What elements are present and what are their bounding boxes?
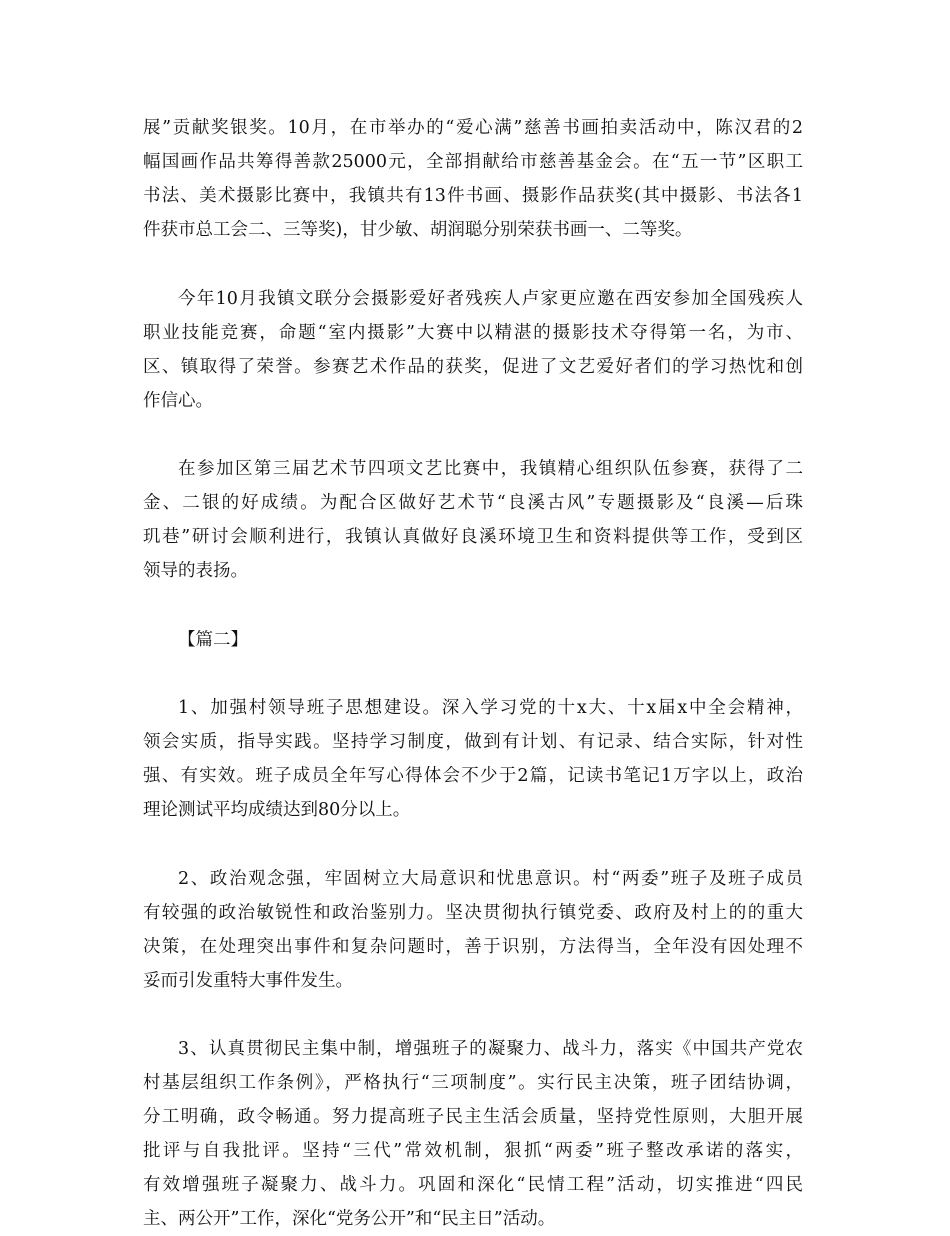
text-line: 3、认真贯彻民主集中制，增强班子的凝聚力、战斗力，落实《中国共产党农 [178, 1039, 803, 1059]
text-line: 件获市总工会二、三等奖)，甘少敏、胡润聪分别荣获书画一、二等奖。 [143, 220, 693, 240]
text-line: 村基层组织工作条例》，严格执行“三项制度”。实行民主决策，班子团结协调， [143, 1073, 803, 1093]
text-line: 决策，在处理突出事件和复杂问题时，善于识别，方法得当，全年没有因处理不 [143, 936, 803, 957]
text-line: 理论测试平均成绩达到80分以上。 [143, 800, 411, 820]
text-line: 主、两公开”工作，深化“党务公开”和“民主日”活动。 [143, 1209, 556, 1229]
text-line: 妥而引发重特大事件发生。 [143, 970, 353, 991]
text-line: 职业技能竞赛，命题“室内摄影”大赛中以精湛的摄影技术夺得第一名，为市、 [143, 322, 803, 343]
text-line: 展”贡献奖银奖。10月，在市举办的“爱心满”慈善书画拍卖活动中，陈汉君的2 [143, 118, 803, 138]
paragraph-art-festival [143, 452, 803, 588]
document-body [143, 111, 803, 1236]
text-line: 区、镇取得了荣誉。参赛艺术作品的获奖，促进了文艺爱好者们的学习热忱和创 [143, 356, 803, 377]
text-line: 批评与自我批评。坚持“三代”常效机制，狠抓“两委”班子整改承诺的落实， [143, 1141, 803, 1161]
text-line: 1、加强村领导班子思想建设。深入学习党的十x大、十x届x中全会精神， [178, 698, 803, 718]
text-line: 领导的表扬。 [143, 561, 248, 581]
text-line: 在参加区第三届艺术节四项文艺比赛中，我镇精心组织队伍参赛，获得了二 [178, 459, 803, 479]
text-line: 领会实质，指导实践。坚持学习制度，做到有计划、有记录、结合实际，针对性 [143, 732, 803, 752]
text-line: 今年10月我镇文联分会摄影爱好者残疾人卢家更应邀在西安参加全国残疾人 [178, 288, 803, 309]
text-line: 分工明确，政令畅通。努力提高班子民主生活会质量，坚持党性原则，大胆开展 [143, 1107, 803, 1127]
text-line: 有效增强班子凝聚力、战斗力。巩固和深化“民情工程”活动，切实推进“四民 [143, 1175, 803, 1195]
text-line: 强、有实效。班子成员全年写心得体会不少于2篇，记读书笔记1万字以上，政治 [143, 766, 803, 786]
text-line: 作信心。 [143, 390, 213, 411]
paragraph-award-continuation [143, 111, 803, 247]
section-heading [143, 623, 803, 657]
text-line: 2、政治观念强，牢固树立大局意识和忧患意识。村“两委”班子及班子成员 [178, 868, 803, 889]
list-item [143, 691, 803, 827]
text-line: 金、二银的好成绩。为配合区做好艺术节“良溪古风”专题摄影及“良溪—后珠 [143, 493, 803, 513]
list-item [143, 862, 803, 998]
paragraph-photography-competition [143, 282, 803, 418]
list-item [143, 1032, 803, 1236]
text-line: 幅国画作品共筹得善款25000元，全部捐献给市慈善基金会。在“五一节”区职工 [143, 152, 803, 172]
text-line: 玑巷”研讨会顺利进行，我镇认真做好良溪环境卫生和资料提供等工作，受到区 [143, 527, 803, 547]
text-line: 书法、美术摄影比赛中，我镇共有13件书画、摄影作品获奖(其中摄影、书法各1 [143, 186, 803, 206]
section-heading-text: 【篇二】 [178, 629, 248, 650]
text-line: 有较强的政治敏锐性和政治鉴别力。坚决贯彻执行镇党委、政府及村上的的重大 [143, 902, 803, 923]
